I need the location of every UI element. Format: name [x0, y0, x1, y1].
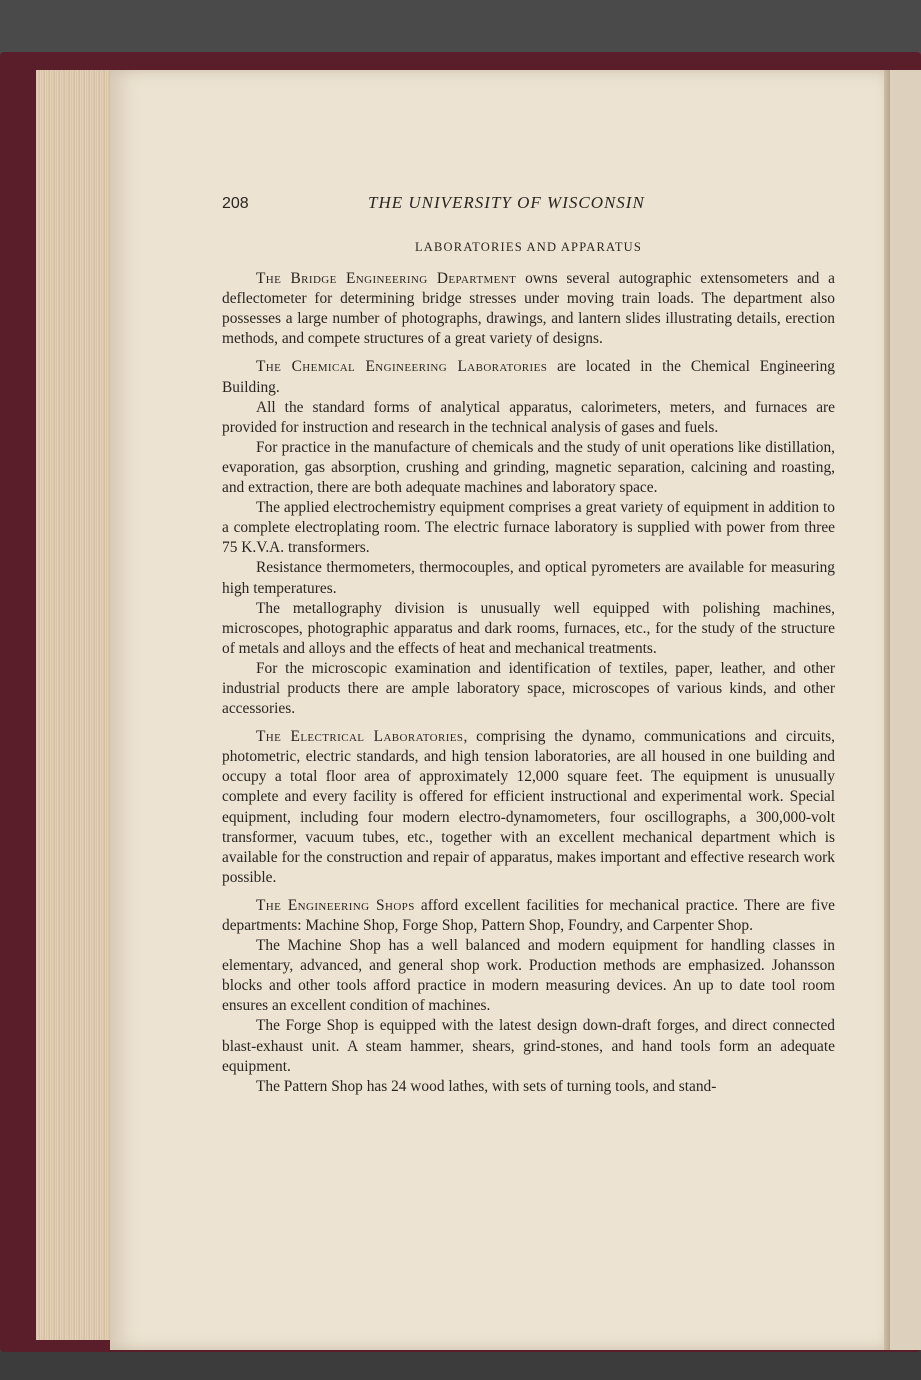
facing-page-strip [890, 70, 921, 1350]
paragraph-metallography: The metallography division is unusually well equipped with polishing machines, microscopes, photographic apparatus and dark rooms, furnaces, etc., for the study of the structure of metals and alloys and the effects of heat and mechanical treatments. [222, 599, 835, 657]
paragraph-bridge [222, 269, 835, 349]
paragraph-chemical [222, 357, 835, 397]
paragraph-lead: The Chemical Engineering Laboratories [256, 358, 548, 376]
paragraph-text: , comprising the dynamo, communications and circuits, photometric, electric standards, and high tension laboratories, are all housed in one building and occupy a total floor area of approximately 12,000 square feet. The equipment is unusually complete and every facility is offered for efficient instructional and experimental work. Special equipment, including four modern electro-dynamometers, four oscillographs, a 300,000-volt transformer, vacuum tubes, etc., together with an excellent mechanical department which is available for the construction and repair of apparatus, makes important and effective research work possible. [222, 728, 835, 886]
paragraph-lead: The Engineering Shops [256, 896, 415, 914]
paragraph-lead: The Bridge Engineering Department [256, 270, 517, 288]
running-head [222, 193, 835, 223]
paragraph-thermometers: Resistance thermometers, thermocouples, and optical pyrometers are available for measuring high temperatures. [222, 559, 835, 597]
paragraph-shops [222, 896, 835, 936]
running-title: THE UNIVERSITY OF WISCONSIN [368, 193, 645, 212]
paragraph-electrical [222, 727, 835, 888]
page-content [222, 193, 835, 1097]
paragraph-pattern-shop: The Pattern Shop has 24 wood lathes, with sets of turning tools, and stand- [256, 1077, 717, 1095]
paragraph-machine-shop: The Machine Shop has a well balanced and modern equipment for handling classes in elementary, advanced, and general shop work. Production methods are emphasized. Johansson blocks and other tools afford practice in modern measuring devices. An up to date tool room ensures an excellent condition of machines. [222, 937, 835, 1015]
paragraph-manufacture: For practice in the manufacture of chemicals and the study of unit operations like distillation, evaporation, gas absorption, crushing and grinding, magnetic separation, calcining and roasting, and extraction, there are both adequate machines and laboratory space. [222, 438, 835, 497]
paragraph-text: owns several autographic extensometers and a deflectometer for determining bridge stresses under moving train loads. The department also possesses a large number of photographs, drawings, and lantern slides illustrating details, erection methods, and compete structures of a great variety of designs. [222, 270, 835, 348]
paragraph-microscopic: For the microscopic examination and identification of textiles, paper, leather, and other industrial products there are ample laboratory space, microscopes of various kinds, and other accessories. [222, 659, 835, 718]
paragraph-lead: The Electrical Laboratories [256, 728, 464, 746]
paragraph-text: afford excellent facilities for mechanical practice. There are five departments: Machine Shop, Forge Shop, Pattern Shop, Foundry, and Carpenter Shop. [222, 896, 835, 934]
paragraph-analytical: All the standard forms of analytical apparatus, calorimeters, meters, and furnaces are provided for instruction and research in the technical analysis of gases and fuels. [222, 398, 835, 436]
paragraph-electrochemistry: The applied electrochemistry equipment comprises a great variety of equipment in addition to a complete electroplating room. The electric furnace laboratory is supplied with power from three 75 K.V.A. transformers. [222, 499, 835, 557]
paragraph-forge-shop: The Forge Shop is equipped with the latest design down-draft forges, and direct connected blast-exhaust unit. A steam hammer, shears, grind-stones, and hand tools form an adequate equipment. [222, 1017, 835, 1075]
page-number: 208 [222, 195, 249, 212]
section-title: LABORATORIES AND APPARATUS [414, 240, 643, 254]
paragraph-text: are located in the Chemical Engineering Building. [222, 358, 835, 396]
